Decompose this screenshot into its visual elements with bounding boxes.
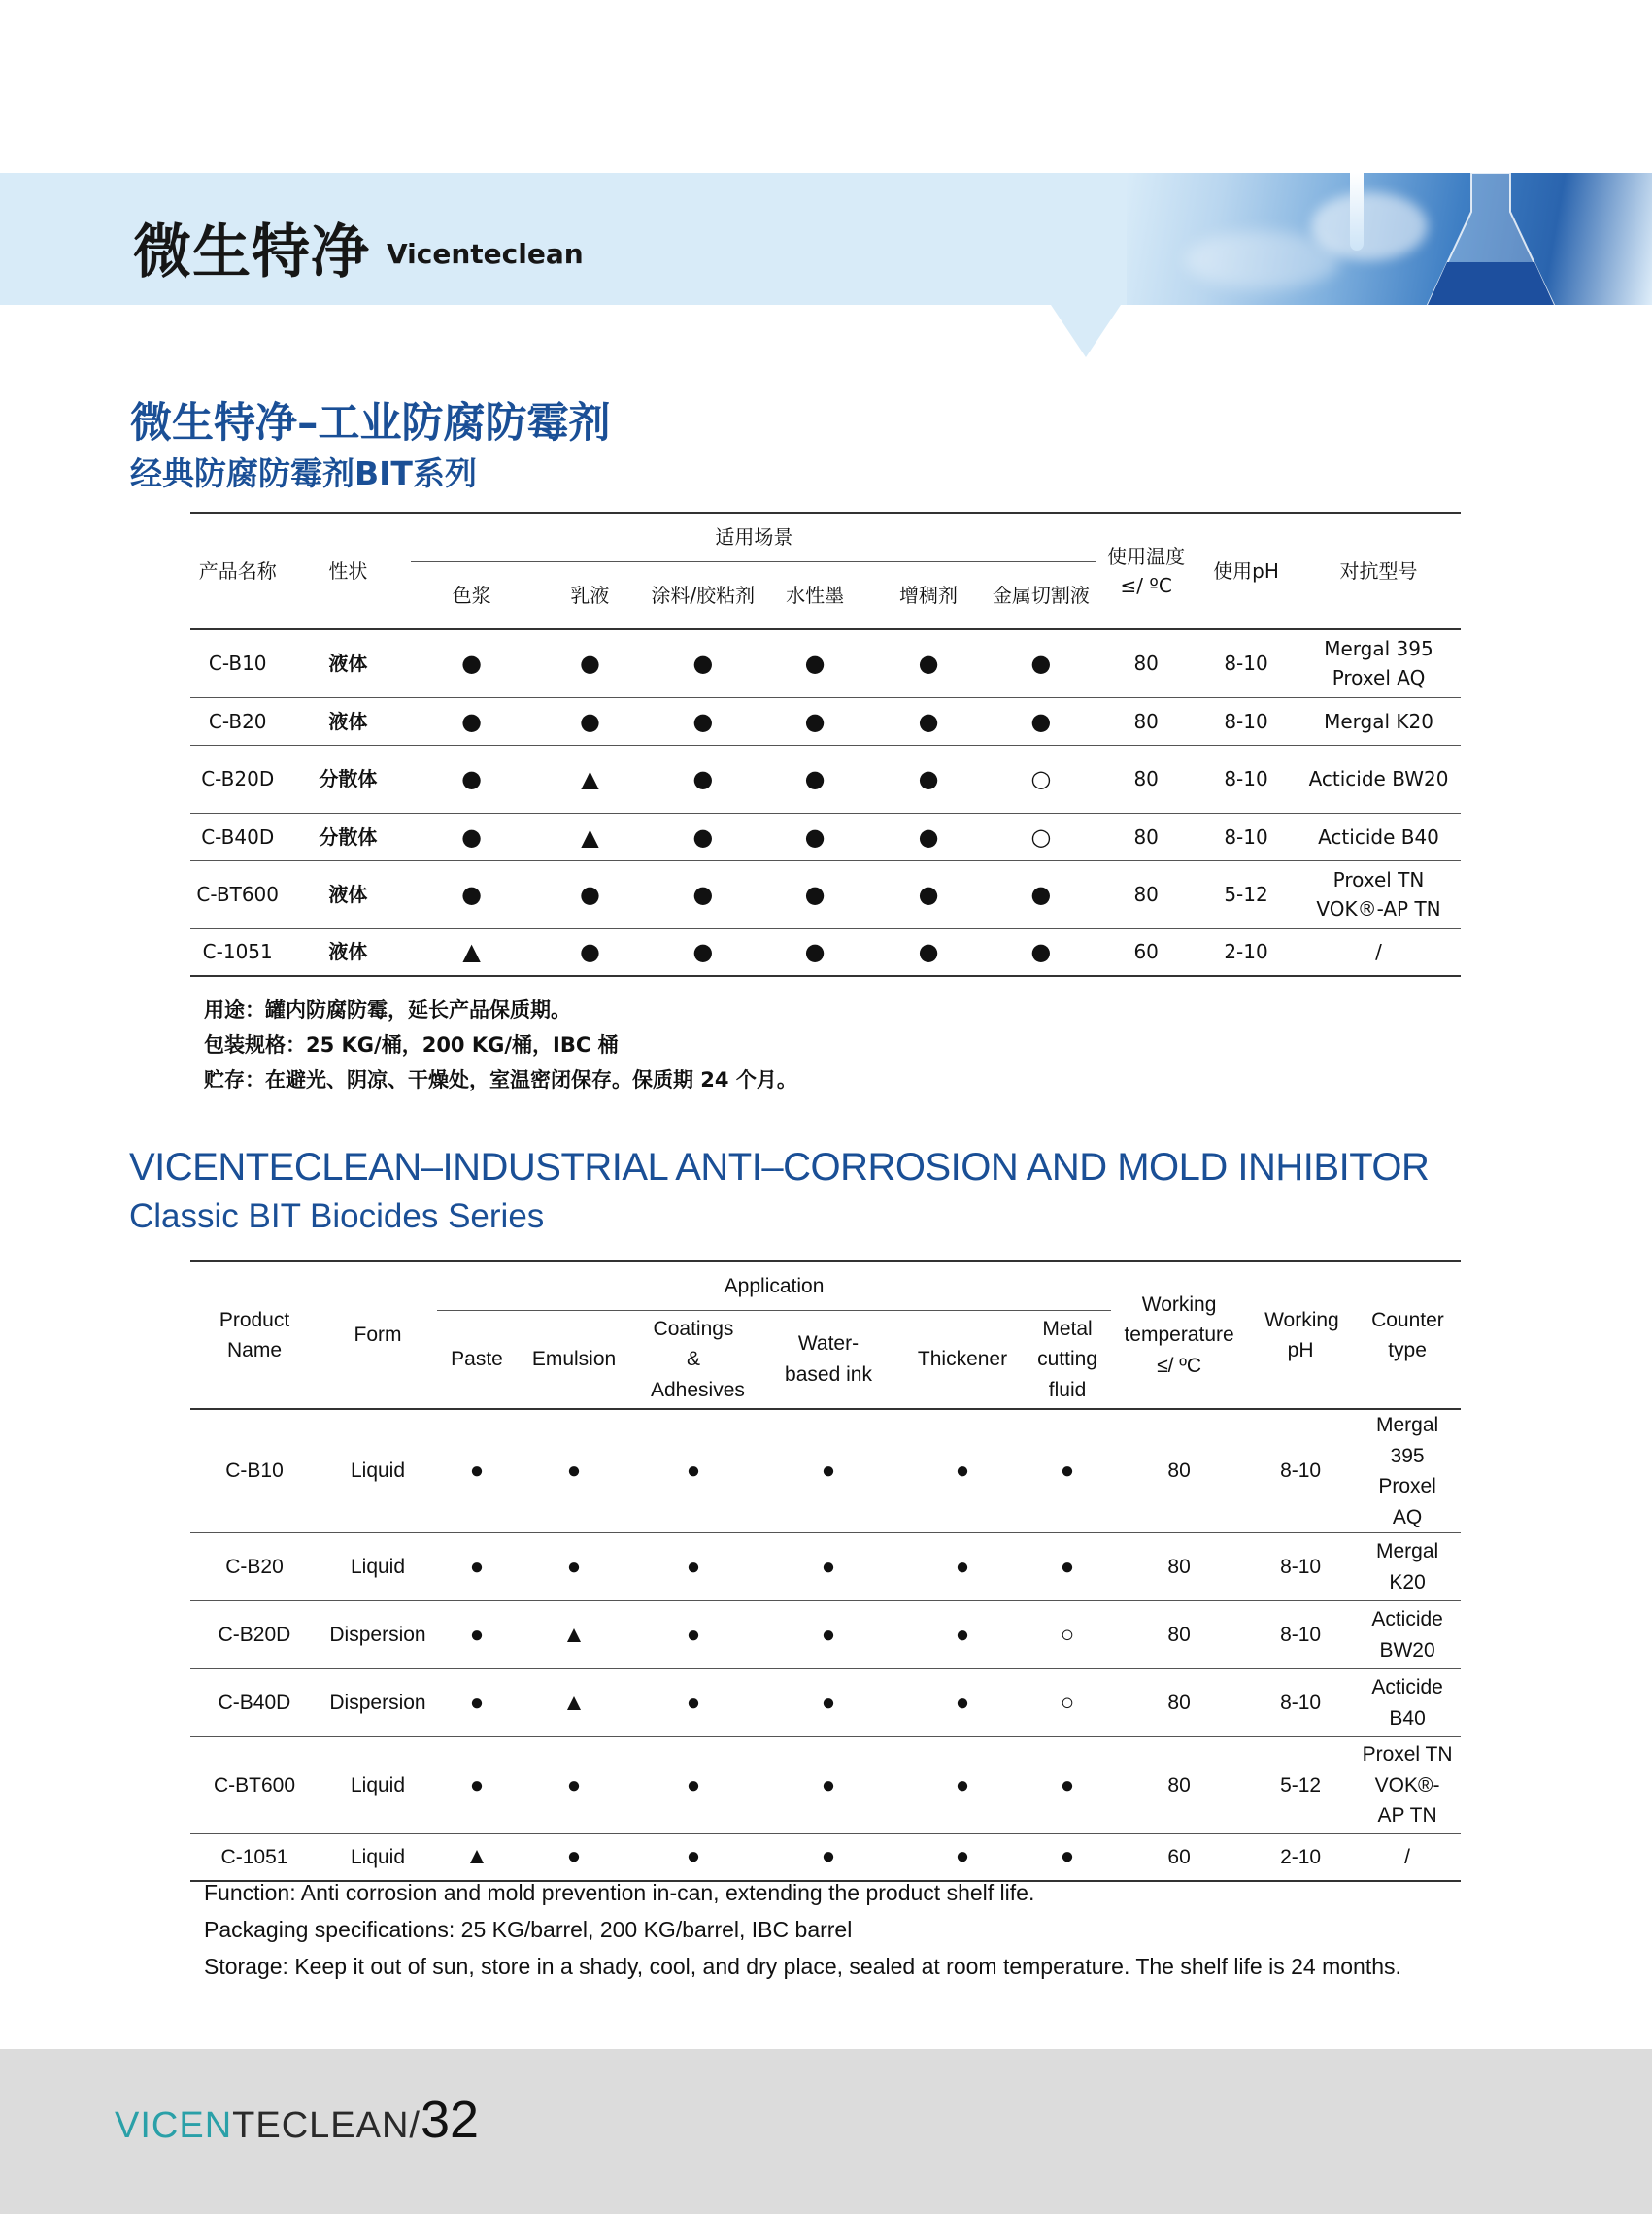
lab-flask-photo — [1127, 173, 1652, 305]
header-application: 适用场景 — [411, 513, 1096, 561]
header-form: 性状 — [285, 513, 411, 629]
application-symbol: ● — [648, 697, 759, 745]
application-symbol: ○ — [1024, 1601, 1111, 1669]
application-symbol: ● — [756, 1533, 901, 1601]
product-name: C-1051 — [190, 1834, 319, 1881]
product-name: C-BT600 — [190, 860, 285, 928]
working-temp: 80 — [1111, 1409, 1247, 1533]
application-symbol: ● — [648, 813, 759, 860]
application-symbol: ● — [532, 928, 648, 976]
page-title-cn: 微生特净 — [133, 218, 370, 286]
working-temp: 80 — [1111, 1669, 1247, 1737]
working-temp: 80 — [1096, 813, 1196, 860]
section-subheading-cn: 经典防腐防霉剂BIT系列 — [130, 454, 477, 492]
notes-en — [204, 1874, 1467, 1985]
working-temp: 60 — [1096, 928, 1196, 976]
application-symbol: ● — [872, 813, 986, 860]
counter-type: Acticide BW20 — [1354, 1601, 1461, 1669]
application-symbol: ▲ — [517, 1601, 631, 1669]
application-symbol: ● — [986, 629, 1097, 697]
application-symbol: ● — [517, 1834, 631, 1881]
application-symbol: ○ — [1024, 1669, 1111, 1737]
note-packaging: 包装规格：25 KG/桶，200 KG/桶，IBC 桶 — [204, 1033, 619, 1057]
application-symbol: ● — [901, 1669, 1024, 1737]
header-form: Form — [319, 1261, 437, 1409]
product-name: C-B10 — [190, 1409, 319, 1533]
application-symbol: ● — [631, 1737, 756, 1834]
counter-type: Acticide BW20 — [1297, 745, 1461, 813]
working-temp: 80 — [1096, 697, 1196, 745]
working-temp: 80 — [1096, 629, 1196, 697]
working-temp: 60 — [1111, 1834, 1247, 1881]
table-row — [190, 1601, 1461, 1669]
working-temp: 80 — [1111, 1737, 1247, 1834]
product-name: C-BT600 — [190, 1737, 319, 1834]
working-ph: 8-10 — [1196, 629, 1297, 697]
header-ph: 使用pH — [1196, 513, 1297, 629]
footer-brand — [115, 2090, 479, 2150]
application-symbol: ● — [1024, 1834, 1111, 1881]
counter-type: Mergal K20 — [1354, 1533, 1461, 1601]
application-symbol: ● — [759, 860, 872, 928]
product-form: 分散体 — [285, 813, 411, 860]
working-ph: 2-10 — [1196, 928, 1297, 976]
header-app: Water-based ink — [756, 1310, 901, 1409]
product-form: 液体 — [285, 928, 411, 976]
application-symbol: ● — [901, 1533, 1024, 1601]
counter-type: Proxel TN VOK®-AP TN — [1297, 860, 1461, 928]
product-name: C-B40D — [190, 813, 285, 860]
application-symbol: ● — [1024, 1533, 1111, 1601]
application-symbol: ● — [756, 1834, 901, 1881]
application-symbol: ● — [437, 1409, 517, 1533]
note-packaging: Packaging specifications: 25 KG/barrel, 200 KG/barrel, IBC barrel — [204, 1917, 853, 1942]
note-storage: Storage: Keep it out of sun, store in a shady, cool, and dry place, sealed at room temperature. The shelf life is 24 months. — [204, 1954, 1401, 1979]
section-subheading-en: Classic BIT Biocides Series — [129, 1197, 545, 1235]
product-form: 液体 — [285, 697, 411, 745]
header-app: 涂料/胶粘剂 — [648, 561, 759, 629]
application-symbol: ▲ — [532, 745, 648, 813]
application-symbol: ● — [759, 697, 872, 745]
working-temp: 80 — [1096, 860, 1196, 928]
note-storage: 贮存：在避光、阴凉、干燥处，室温密闭保存。保质期 24 个月。 — [204, 1068, 797, 1091]
header-app: 增稠剂 — [872, 561, 986, 629]
counter-type: Acticide B40 — [1354, 1669, 1461, 1737]
application-symbol: ● — [986, 928, 1097, 976]
counter-type: / — [1354, 1834, 1461, 1881]
table-row — [190, 860, 1461, 928]
header-app: 色浆 — [411, 561, 532, 629]
header-temp: 使用温度≤/ ºC — [1096, 513, 1196, 629]
working-ph: 8-10 — [1196, 745, 1297, 813]
application-symbol: ▲ — [532, 813, 648, 860]
product-table-en — [190, 1260, 1461, 1882]
header-application: Application — [437, 1261, 1111, 1310]
application-symbol: ● — [437, 1737, 517, 1834]
application-symbol: ● — [759, 629, 872, 697]
application-symbol: ● — [532, 629, 648, 697]
application-symbol: ● — [901, 1601, 1024, 1669]
application-symbol: ● — [648, 745, 759, 813]
header-app: Coatings & Adhesives — [631, 1310, 756, 1409]
product-name: C-1051 — [190, 928, 285, 976]
counter-type: Proxel TN VOK®-AP TN — [1354, 1737, 1461, 1834]
application-symbol: ● — [648, 860, 759, 928]
table-row — [190, 1737, 1461, 1834]
working-ph: 8-10 — [1247, 1409, 1354, 1533]
header-ph: Working pH — [1247, 1261, 1354, 1409]
application-symbol: ● — [901, 1409, 1024, 1533]
application-symbol: ● — [1024, 1409, 1111, 1533]
product-name: C-B10 — [190, 629, 285, 697]
application-symbol: ● — [631, 1409, 756, 1533]
product-form: 液体 — [285, 629, 411, 697]
product-name: C-B20D — [190, 1601, 319, 1669]
application-symbol: ● — [872, 745, 986, 813]
product-form: 分散体 — [285, 745, 411, 813]
table-row — [190, 928, 1461, 976]
application-symbol: ● — [872, 928, 986, 976]
counter-type: Acticide B40 — [1297, 813, 1461, 860]
application-symbol: ● — [532, 697, 648, 745]
application-symbol: ● — [872, 697, 986, 745]
working-temp: 80 — [1096, 745, 1196, 813]
product-table-cn — [190, 512, 1461, 977]
product-form: Liquid — [319, 1737, 437, 1834]
table-row — [190, 1669, 1461, 1737]
application-symbol: ● — [517, 1533, 631, 1601]
application-symbol: ● — [759, 813, 872, 860]
table-row — [190, 629, 1461, 697]
header-product: Product Name — [190, 1261, 319, 1409]
counter-type: Mergal K20 — [1297, 697, 1461, 745]
counter-type: / — [1297, 928, 1461, 976]
application-symbol: ○ — [986, 813, 1097, 860]
working-temp: 80 — [1111, 1601, 1247, 1669]
application-symbol: ● — [1024, 1737, 1111, 1834]
application-symbol: ● — [631, 1533, 756, 1601]
application-symbol: ● — [872, 860, 986, 928]
application-symbol: ● — [411, 629, 532, 697]
application-symbol: ● — [411, 697, 532, 745]
application-symbol: ○ — [986, 745, 1097, 813]
application-symbol: ● — [872, 629, 986, 697]
header-app: Emulsion — [517, 1310, 631, 1409]
application-symbol: ▲ — [411, 928, 532, 976]
header-app: 水性墨 — [759, 561, 872, 629]
application-symbol: ● — [631, 1834, 756, 1881]
header-app: Paste — [437, 1310, 517, 1409]
note-usage: 用途：罐内防腐防霉，延长产品保质期。 — [204, 998, 571, 1022]
product-name: C-B20 — [190, 1533, 319, 1601]
application-symbol: ● — [756, 1409, 901, 1533]
pipette-icon — [1350, 173, 1364, 251]
counter-type: Mergal 395 Proxel AQ — [1297, 629, 1461, 697]
application-symbol: ● — [756, 1737, 901, 1834]
product-form: Liquid — [319, 1409, 437, 1533]
application-symbol: ● — [411, 860, 532, 928]
product-form: Liquid — [319, 1834, 437, 1881]
product-name: C-B20 — [190, 697, 285, 745]
section-heading-cn: 微生特净–工业防腐防霉剂 — [130, 399, 611, 448]
application-symbol: ● — [437, 1533, 517, 1601]
product-form: Liquid — [319, 1533, 437, 1601]
header-app: 乳液 — [532, 561, 648, 629]
page-title-en: Vicenteclean — [387, 238, 584, 270]
application-symbol: ● — [759, 745, 872, 813]
product-form: Dispersion — [319, 1601, 437, 1669]
working-ph: 8-10 — [1247, 1669, 1354, 1737]
header-counter: 对抗型号 — [1297, 513, 1461, 629]
product-form: 液体 — [285, 860, 411, 928]
working-ph: 8-10 — [1247, 1601, 1354, 1669]
table-row — [190, 745, 1461, 813]
application-symbol: ● — [437, 1601, 517, 1669]
header-app: 金属切割液 — [986, 561, 1097, 629]
page-number: 32 — [420, 2091, 480, 2149]
application-symbol: ● — [986, 860, 1097, 928]
working-ph: 5-12 — [1196, 860, 1297, 928]
application-symbol: ● — [759, 928, 872, 976]
banner-notch — [1051, 305, 1121, 357]
header-app: Thickener — [901, 1310, 1024, 1409]
application-symbol: ● — [437, 1669, 517, 1737]
footer-brand-a: VICEN — [115, 2105, 233, 2146]
header-product: 产品名称 — [190, 513, 285, 629]
header-temp: Working temperature ≤/ ºC — [1111, 1261, 1247, 1409]
header-app: Metal cutting fluid — [1024, 1310, 1111, 1409]
working-ph: 5-12 — [1247, 1737, 1354, 1834]
working-temp: 80 — [1111, 1533, 1247, 1601]
application-symbol: ● — [648, 928, 759, 976]
application-symbol: ● — [901, 1834, 1024, 1881]
working-ph: 8-10 — [1247, 1533, 1354, 1601]
footer-brand-b: TECLEAN/ — [232, 2105, 421, 2146]
note-function: Function: Anti corrosion and mold prevention in-can, extending the product shelf life. — [204, 1880, 1035, 1905]
application-symbol: ● — [756, 1601, 901, 1669]
working-ph: 8-10 — [1196, 697, 1297, 745]
application-symbol: ● — [411, 813, 532, 860]
product-name: C-B20D — [190, 745, 285, 813]
counter-type: Mergal 395 Proxel AQ — [1354, 1409, 1461, 1533]
application-symbol: ● — [411, 745, 532, 813]
table-row — [190, 697, 1461, 745]
application-symbol: ● — [517, 1409, 631, 1533]
table-row — [190, 813, 1461, 860]
section-heading-en: VICENTECLEAN–INDUSTRIAL ANTI–CORROSION AND MOLD INHIBITOR — [129, 1146, 1430, 1189]
flask-icon — [1418, 173, 1564, 305]
working-ph: 8-10 — [1196, 813, 1297, 860]
photo-glow — [1311, 192, 1428, 260]
application-symbol: ● — [631, 1601, 756, 1669]
application-symbol: ● — [648, 629, 759, 697]
product-name: C-B40D — [190, 1669, 319, 1737]
table-row — [190, 1533, 1461, 1601]
working-ph: 2-10 — [1247, 1834, 1354, 1881]
application-symbol: ▲ — [437, 1834, 517, 1881]
header-counter: Counter type — [1354, 1261, 1461, 1409]
notes-cn — [204, 992, 797, 1097]
application-symbol: ● — [631, 1669, 756, 1737]
application-symbol: ● — [532, 860, 648, 928]
application-symbol: ● — [756, 1669, 901, 1737]
application-symbol: ▲ — [517, 1669, 631, 1737]
product-form: Dispersion — [319, 1669, 437, 1737]
table-row — [190, 1409, 1461, 1533]
application-symbol: ● — [901, 1737, 1024, 1834]
application-symbol: ● — [517, 1737, 631, 1834]
application-symbol: ● — [986, 697, 1097, 745]
